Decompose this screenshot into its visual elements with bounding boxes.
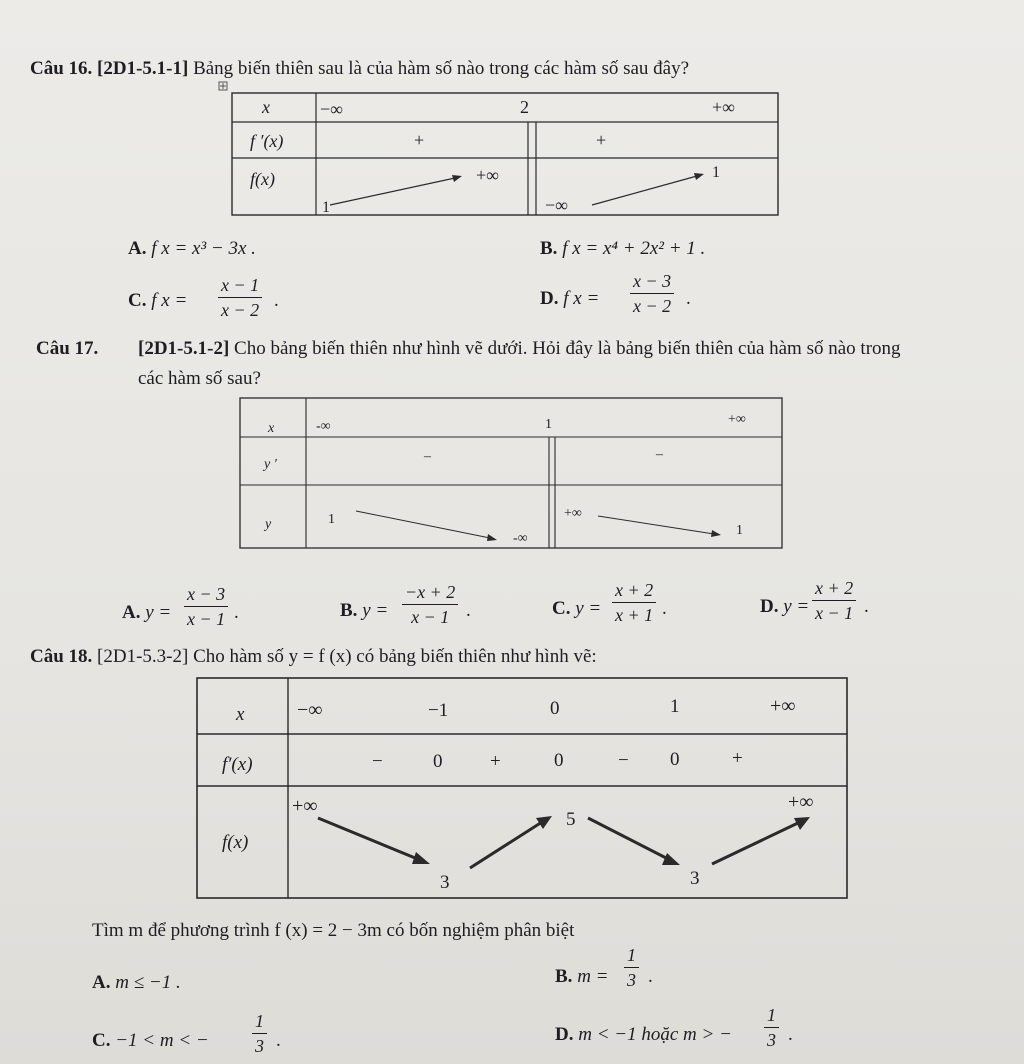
q18-f-3: 3 xyxy=(690,868,700,889)
q16-row-f: f(x) xyxy=(250,169,275,189)
q18-x-0: −∞ xyxy=(297,699,323,721)
q17-text-line2: các hàm số sau? xyxy=(138,368,261,389)
q16-code: [2D1-5.1-1] xyxy=(97,58,189,79)
q18-row-fp: f′(x) xyxy=(222,754,253,775)
q17-label: Câu 17. xyxy=(36,338,99,359)
q16-row-fp: f ′(x) xyxy=(250,131,284,151)
q16-row-x: x xyxy=(262,97,270,117)
q17-option-a-numerator: x − 3 xyxy=(184,585,228,607)
q18-text: Cho hàm số y = f (x) có bảng biến thiên như hình vẽ: xyxy=(193,646,597,667)
q18-f-0: +∞ xyxy=(292,795,318,817)
q18-option-c[interactable] xyxy=(92,1030,209,1052)
q17-option-d-numerator: x + 2 xyxy=(812,579,856,601)
q18-option-c-fraction xyxy=(252,1012,267,1055)
q17-row-yp: y ' xyxy=(264,457,277,472)
q17-option-a-lhs: y = xyxy=(145,602,172,623)
q16-option-a-label: A. xyxy=(128,238,147,259)
q17-option-b-dot: . xyxy=(466,600,471,621)
q16-option-d-label: D. xyxy=(540,288,559,309)
q18-row-x: x xyxy=(236,704,245,725)
q17-sign-left: – xyxy=(424,449,431,464)
q17-option-c-denominator: x + 1 xyxy=(615,605,654,625)
q18-option-c-numerator: 1 xyxy=(252,1012,267,1034)
q18-row-f: f(x) xyxy=(222,832,249,853)
q18-option-d-lhs: m < −1 hoặc m > − xyxy=(578,1024,732,1045)
q17-sign-right: – xyxy=(656,447,663,462)
q17-y-start: 1 xyxy=(328,512,335,527)
q16-option-c-lhs: f x = xyxy=(151,290,188,311)
q18-option-d-dot: . xyxy=(788,1024,793,1045)
q18-option-d-numerator: 1 xyxy=(764,1006,779,1028)
q16-option-c-dot: . xyxy=(274,290,279,311)
q17-option-c-label: C. xyxy=(552,598,571,619)
q16-option-d-numerator: x − 3 xyxy=(630,272,674,294)
q18-option-b-lhs: m = xyxy=(577,966,609,987)
q18-question: Tìm m để phương trình f (x) = 2 − 3m có bốn nghiệm phân biệt xyxy=(92,920,575,941)
q18-code: [2D1-5.3-2] xyxy=(97,646,189,667)
q16-option-c-denominator: x − 2 xyxy=(221,300,260,320)
q18-option-b-numerator: 1 xyxy=(624,946,639,968)
q17-option-d-label: D. xyxy=(760,596,779,617)
q16-sign-right: + xyxy=(596,130,607,150)
q16-option-b-text: f x = x⁴ + 2x² + 1 . xyxy=(562,238,706,259)
q17-x-mid: 1 xyxy=(545,417,552,432)
q18-option-b-fraction xyxy=(624,946,639,989)
q17-option-a-label: A. xyxy=(122,602,141,623)
q17-option-c-dot: . xyxy=(662,598,667,619)
q18-sign-0: − xyxy=(372,751,383,772)
q18-option-d-label: D. xyxy=(555,1024,574,1045)
q16-label: Câu 16. xyxy=(30,58,93,79)
q18-option-d-fraction xyxy=(764,1006,779,1049)
q18-sign-4: − xyxy=(618,750,629,771)
q17-option-b-denominator: x − 1 xyxy=(411,607,450,627)
q18-option-a[interactable] xyxy=(92,972,181,994)
q16-option-c-label: C. xyxy=(128,290,147,311)
q18-option-b-denominator: 3 xyxy=(627,970,636,990)
q16-x-mid: 2 xyxy=(520,97,529,117)
q16-f-left-end: +∞ xyxy=(476,165,499,185)
q17-x-right: +∞ xyxy=(728,412,746,427)
q18-f-4: +∞ xyxy=(788,791,814,813)
q17-code: [2D1-5.1-2] xyxy=(138,338,230,359)
q18-option-c-dot: . xyxy=(276,1030,281,1051)
q18-sign-1: 0 xyxy=(433,751,443,772)
q16-x-right: +∞ xyxy=(712,97,735,117)
q18-sign-6: + xyxy=(732,748,743,769)
q18-option-b[interactable] xyxy=(555,966,608,988)
q18-option-a-label: A. xyxy=(92,972,111,993)
q17-option-a-dot: . xyxy=(234,602,239,623)
q17-text-line1: Cho bảng biến thiên như hình vẽ dưới. Hỏi đây là bảng biến thiên của hàm số nào trong xyxy=(234,338,901,359)
q17-row-x: x xyxy=(268,421,275,436)
q18-sign-2: + xyxy=(490,751,501,772)
q17-option-d-lhs: y = xyxy=(783,596,810,617)
q18-sign-3: 0 xyxy=(554,750,564,771)
q18-label: Câu 18. xyxy=(30,646,93,667)
q18-f-2: 5 xyxy=(566,809,576,830)
q18-x-3: 1 xyxy=(670,696,680,717)
q18-option-d-denominator: 3 xyxy=(767,1030,776,1050)
q16-option-a-text: f x = x³ − 3x . xyxy=(151,238,256,259)
q17-option-d-denominator: x − 1 xyxy=(815,603,854,623)
q17-option-a-denominator: x − 1 xyxy=(187,609,226,629)
q17-option-b-numerator: −x + 2 xyxy=(402,583,458,605)
q18-x-2: 0 xyxy=(550,698,560,719)
q17-option-c-lhs: y = xyxy=(575,598,602,619)
q18-f-1: 3 xyxy=(440,872,450,893)
q16-option-c-numerator: x − 1 xyxy=(218,276,262,298)
q16-f-right-start: −∞ xyxy=(545,195,568,215)
q17-y-right-start: +∞ xyxy=(564,506,582,521)
q17-x-left: -∞ xyxy=(316,419,331,434)
q18-x-4: +∞ xyxy=(770,695,796,717)
q17-row-y: y xyxy=(265,517,272,532)
q16-option-d-denominator: x − 2 xyxy=(633,296,672,316)
q16-sign-left: + xyxy=(414,130,425,150)
q18-option-b-label: B. xyxy=(555,966,573,987)
q18-option-c-denominator: 3 xyxy=(255,1036,264,1056)
q17-y-end: 1 xyxy=(736,523,743,538)
q17-option-b-label: B. xyxy=(340,600,358,621)
q18-option-b-dot: . xyxy=(648,966,653,987)
q16-f-end: 1 xyxy=(712,164,720,181)
q16-x-left: −∞ xyxy=(320,99,343,119)
q18-option-d[interactable] xyxy=(555,1024,732,1046)
q16-text: Bảng biến thiên sau là của hàm số nào trong các hàm số sau đây? xyxy=(193,58,690,79)
q16-option-d-lhs: f x = xyxy=(563,288,600,309)
q17-option-b-lhs: y = xyxy=(362,600,389,621)
q18-option-a-text: m ≤ −1 . xyxy=(115,972,181,993)
q17-option-d-dot: . xyxy=(864,596,869,617)
q18-option-c-label: C. xyxy=(92,1030,111,1051)
q17-option-c-numerator: x + 2 xyxy=(612,581,656,603)
q16-option-d-dot: . xyxy=(686,288,691,309)
q18-x-1: −1 xyxy=(428,700,449,721)
q16-option-b-label: B. xyxy=(540,238,558,259)
q18-option-c-lhs: −1 < m < − xyxy=(115,1030,209,1051)
q18-sign-5: 0 xyxy=(670,749,680,770)
q17-y-left-end: -∞ xyxy=(513,531,528,546)
q16-f-start: 1 xyxy=(322,199,330,216)
